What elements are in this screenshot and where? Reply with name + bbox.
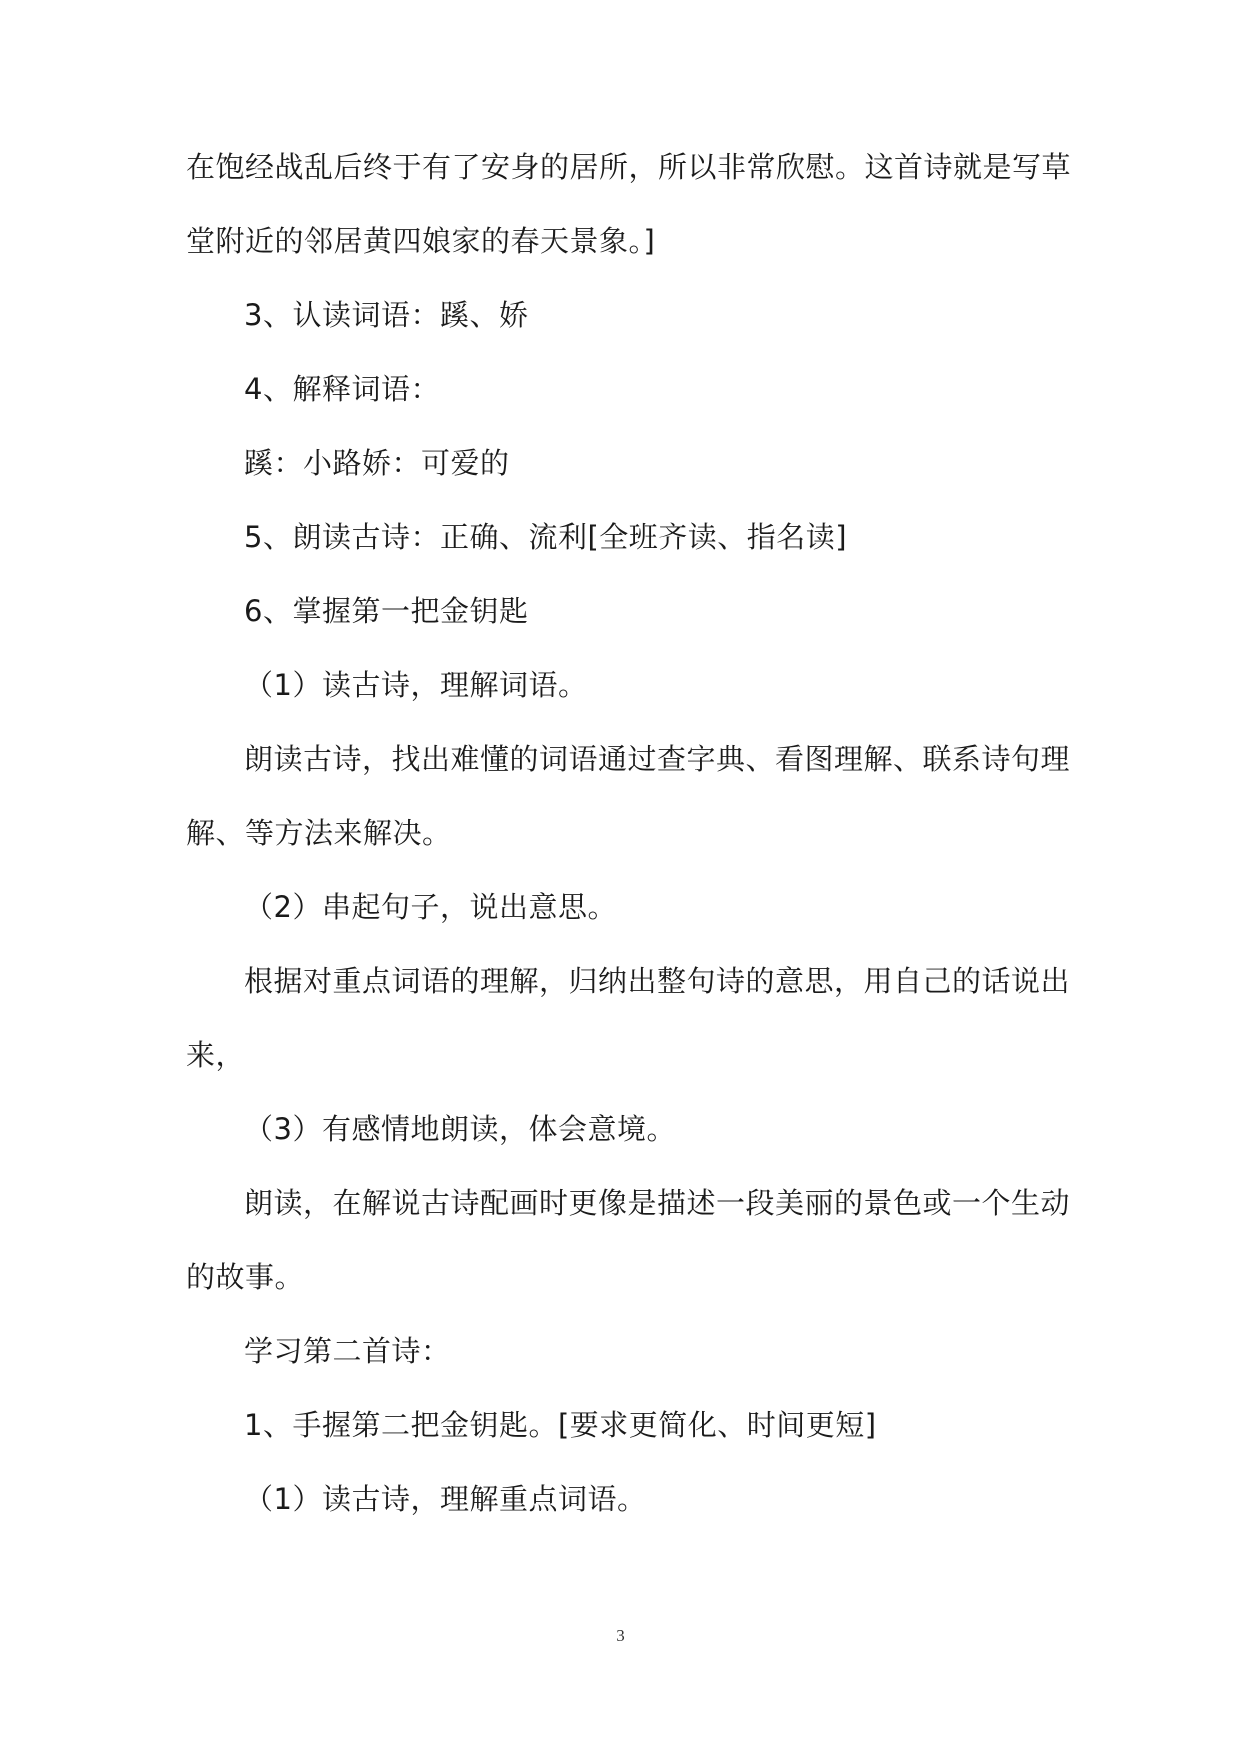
paragraph-line: （3）有感情地朗读，体会意境。 [244, 1112, 676, 1146]
paragraph-line: 来， [186, 1038, 246, 1072]
paragraph-line: 6、掌握第一把金钥匙 [244, 594, 529, 628]
paragraph-line: 朗读古诗，找出难懂的词语通过查字典、看图理解、联系诗句理 [244, 742, 1071, 776]
paragraph-line: 在饱经战乱后终于有了安身的居所，所以非常欣慰。这首诗就是写草 [186, 150, 1072, 184]
paragraph-line: 的故事。 [186, 1260, 305, 1294]
paragraph-line: 1、手握第二把金钥匙。[要求更简化、时间更短] [244, 1408, 877, 1442]
paragraph-line: 学习第二首诗： [244, 1334, 451, 1368]
paragraph-line: 3、认读词语：蹊、娇 [244, 298, 529, 332]
paragraph-line: （1）读古诗，理解重点词语。 [244, 1482, 647, 1516]
paragraph-line: 解、等方法来解决。 [186, 816, 452, 850]
paragraph-line: 4、解释词语： [244, 372, 440, 406]
paragraph-line: 堂附近的邻居黄四娘家的春天景象。] [186, 224, 656, 258]
paragraph-line: （1）读古诗，理解词语。 [244, 668, 588, 702]
paragraph-line: （2）串起句子，说出意思。 [244, 890, 617, 924]
paragraph-line: 蹊：小路娇：可爱的 [244, 446, 510, 480]
paragraph-line: 朗读，在解说古诗配画时更像是描述一段美丽的景色或一个生动 [244, 1186, 1071, 1220]
paragraph-line: 根据对重点词语的理解，归纳出整句诗的意思，用自己的话说出 [244, 964, 1071, 998]
page-number: 3 [616, 1626, 625, 1645]
paragraph-line: 5、朗读古诗：正确、流利[全班齐读、指名读] [244, 520, 848, 554]
